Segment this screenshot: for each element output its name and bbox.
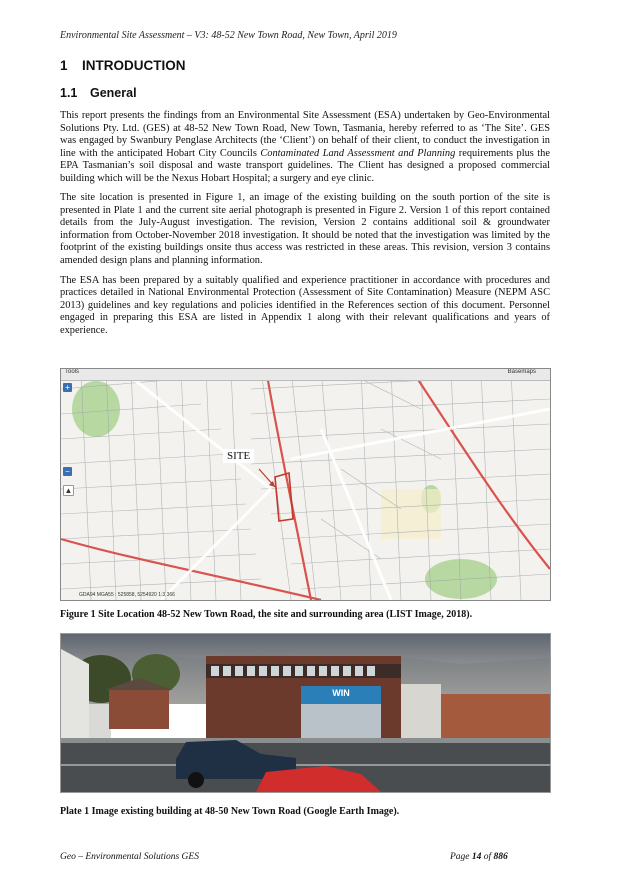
subsection-number: 1.1 — [60, 86, 78, 100]
section-heading — [60, 58, 186, 73]
plate-1-caption: Plate 1 Image existing building at 48-50 New Town Road (Google Earth Image). — [60, 806, 400, 817]
paragraph-2: The site location is presented in Figure 1, an image of the existing building on the south portion of the site is presented in Plate 1 and the current site aerial photograph is presented in Figure 2. Version 1 of this report contained details from the July-August investigation. The revision, Version 2 contains additional soil & groundwater information from October-November 2018 investigation. It should be noted that the investigation was limited by the footprint of the existing buildings onsite thus access was restricted in these areas. This revision, version 3 contains amended design plans and planning information. — [60, 192, 550, 267]
map-coordinate-readout: GDA94 MGA55 : 525858, 5254920 1:3,366 — [79, 592, 175, 598]
subsection-heading — [60, 86, 137, 100]
plate-graphic — [61, 634, 550, 792]
paragraph-1-italic: Contaminated Land Assessment and Planning — [260, 147, 456, 159]
site-location-map — [60, 368, 551, 601]
map-zoom-out-icon[interactable]: − — [63, 467, 72, 476]
paragraph-1-part-b: requirements plus the EPA Tasmanian’s soil disposal and waste transport guidelines. The Client has designed a proposed commercial building which will be the Nexus Hobart Hospital; a surgery and eye clinic. — [60, 147, 550, 184]
section-title: INTRODUCTION — [82, 58, 186, 73]
building-sign: WIN — [304, 687, 378, 700]
map-graphic — [61, 369, 550, 600]
street-photo-plate — [60, 633, 551, 793]
body-text — [60, 110, 550, 344]
page-current: 14 — [471, 852, 482, 862]
subsection-title: General — [90, 86, 137, 100]
map-toolbar — [61, 369, 550, 381]
map-zoom-in-icon[interactable]: + — [63, 383, 72, 392]
page-prefix: Page — [450, 852, 472, 862]
figure-1-caption: Figure 1 Site Location 48-52 New Town Road, the site and surrounding area (LIST Image, 2018). — [60, 609, 473, 620]
map-basemaps-menu[interactable]: Basemaps — [507, 369, 536, 375]
footer-company: Geo – Environmental Solutions GES — [60, 852, 199, 862]
site-label: SITE — [223, 449, 254, 463]
footer-page-number — [450, 852, 508, 862]
paragraph-1 — [60, 110, 550, 185]
page-of: of — [481, 852, 494, 862]
paragraph-1-part-a: This report presents the findings from an Environmental Site Assessment (ESA) undertaken by Geo-Environmental Solutions Pty. Ltd. (GES) at 48-52 New Town Road, New Town, Tasmania, hereby referred to as ‘The Site’. GES was engaged by Swanbury Penglase Architects (the ‘Client’) on behalf of their client, to conduct the investigation in line with the anticipated Hobart City Councils — [60, 110, 550, 159]
paragraph-3: The ESA has been prepared by a suitably qualified and experience practitioner in accordance with procedures and practices detailed in National Environmental Protection (Assessment of Site Contamination) Measure (NEPM ASC 2013) guidelines and key regulations and policies identified in the References section of this document. Personnel engaged in preparing this ESA are listed in Appendix 1 along with their relevant qualifications and years of experience. — [60, 274, 550, 336]
section-number: 1 — [60, 58, 68, 73]
running-header: Environmental Site Assessment – V3: 48-52 New Town Road, New Town, April 2019 — [60, 30, 397, 41]
page-total: 886 — [493, 852, 508, 862]
map-tools-menu[interactable]: Tools — [65, 369, 80, 375]
map-north-arrow-icon: ▲ — [64, 486, 73, 495]
